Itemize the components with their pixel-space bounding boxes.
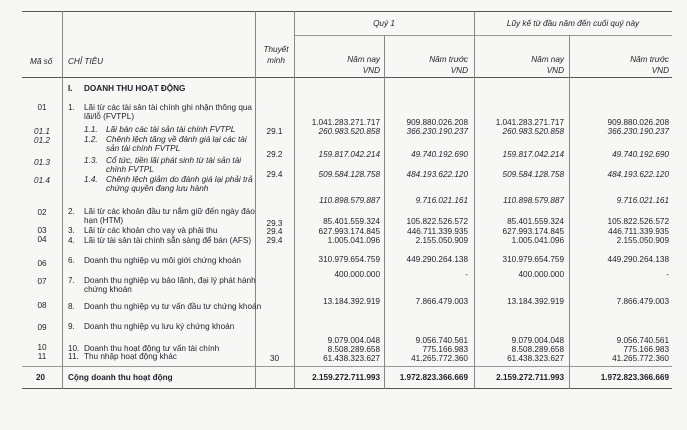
row-num: 1.3. bbox=[84, 156, 98, 165]
row-label: Chênh lệch tăng về đánh giá lại các tài sản tài chính FVTPL bbox=[106, 135, 247, 153]
row-label: Lãi từ các tài sản tài chính ghi nhận thông qua lãi/lỗ (FVTPL) bbox=[84, 103, 252, 121]
rule-quarter-header bbox=[294, 35, 672, 36]
row-label: Doanh thu nghiệp vụ môi giới chứng khoán bbox=[84, 256, 241, 265]
rule-header-bottom bbox=[22, 77, 672, 78]
row-q-now: 159.817.042.214 bbox=[318, 150, 380, 159]
row-num: 9. bbox=[68, 322, 75, 331]
row-num: 11. bbox=[68, 352, 79, 361]
row-note: 29.3 bbox=[266, 219, 283, 228]
row-c-prev: 909.880.026.208 bbox=[607, 118, 669, 127]
row-q-now: 85.401.559.324 bbox=[323, 217, 380, 226]
row-label: Chênh lệch giảm do đánh giá lại phải trả chứng quyền đang lưu hành bbox=[106, 175, 253, 193]
row-q-prev: 446.711.339.935 bbox=[407, 227, 468, 236]
header-luy-ke: Lũy kế từ đầu năm đến cuối quý này bbox=[506, 19, 640, 28]
row-c-now: 9.079.004.048 bbox=[511, 336, 564, 345]
row-note: 29.4 bbox=[266, 170, 283, 179]
row-code: 11 bbox=[37, 352, 47, 361]
header-q-prev: Năm trước bbox=[429, 55, 468, 64]
section-num: I. bbox=[68, 84, 73, 93]
row-label: Lãi bán các tài sản tài chính FVTPL bbox=[106, 125, 236, 134]
row-c-prev: 49.740.192.690 bbox=[612, 150, 669, 159]
row-q-prev: 775.166.983 bbox=[422, 345, 468, 354]
total-q-now: 2.159.272.711.993 bbox=[312, 373, 380, 382]
row-c-now: 159.817.042.214 bbox=[502, 150, 564, 159]
rule-top bbox=[22, 11, 672, 12]
row-c-now: 260.983.520.858 bbox=[502, 127, 564, 136]
row-code: 08 bbox=[37, 301, 47, 310]
row-c-prev: - bbox=[666, 270, 669, 279]
total-label: Cộng doanh thu hoạt động bbox=[68, 373, 173, 382]
header-q-prev-unit: VND bbox=[450, 66, 468, 75]
row-code: 01.3 bbox=[34, 158, 50, 167]
header-ma-so: Mã số bbox=[30, 57, 53, 66]
row-q-now: 110.898.579.887 bbox=[319, 196, 380, 205]
row-c-prev: 105.822.526.572 bbox=[607, 217, 669, 226]
row-code: 07 bbox=[37, 277, 47, 286]
row-code: 09 bbox=[37, 323, 47, 332]
row-label: Lãi từ các khoản đầu tư nắm giữ đến ngày đáo hạn (HTM) bbox=[84, 207, 255, 225]
row-num: 7. bbox=[68, 276, 75, 285]
row-c-now: 61.438.323.627 bbox=[507, 354, 564, 363]
row-q-prev: 7.866.479.003 bbox=[415, 297, 468, 306]
header-chi-tieu: CHỈ TIÊU bbox=[68, 57, 104, 66]
row-c-now: 85.401.559.324 bbox=[507, 217, 564, 226]
row-q-prev: 366.230.190.237 bbox=[406, 127, 468, 136]
row-q-prev: 909.880.026.208 bbox=[406, 118, 468, 127]
total-c-prev: 1.972.823.366.669 bbox=[600, 373, 669, 382]
row-c-prev: 775.166.983 bbox=[623, 345, 669, 354]
total-c-now: 2.159.272.711.993 bbox=[496, 373, 564, 382]
row-code: 02 bbox=[37, 208, 47, 217]
row-c-prev: 7.866.479.003 bbox=[616, 297, 669, 306]
row-c-now: 509.584.128.758 bbox=[502, 170, 564, 179]
section-title: DOANH THU HOẠT ĐỘNG bbox=[84, 84, 186, 93]
row-q-now: 13.184.392.919 bbox=[323, 297, 380, 306]
header-quy: Quý 1 bbox=[373, 19, 395, 28]
row-code: 01.1 bbox=[34, 127, 50, 136]
row-q-prev: 105.822.526.572 bbox=[406, 217, 468, 226]
row-q-now: 509.584.128.758 bbox=[318, 170, 380, 179]
col-divider-1 bbox=[62, 11, 63, 389]
row-q-prev: 49.740.192.690 bbox=[411, 150, 468, 159]
row-q-prev: 9.716.021.161 bbox=[415, 196, 468, 205]
row-c-prev: 446.711.339.935 bbox=[608, 227, 669, 236]
row-num: 1.1. bbox=[84, 125, 98, 134]
row-q-now: 1.041.283.271.717 bbox=[311, 118, 380, 127]
row-c-now: 627.993.174.845 bbox=[502, 227, 564, 236]
row-code: 10 bbox=[37, 343, 47, 352]
row-q-prev: 9.056.740.561 bbox=[415, 336, 468, 345]
row-c-prev: 2.155.050.909 bbox=[616, 236, 669, 245]
row-num: 10. bbox=[68, 344, 80, 353]
row-c-prev: 484.193.622.120 bbox=[607, 170, 669, 179]
total-code: 20 bbox=[36, 373, 46, 382]
row-q-now: 61.438.323.627 bbox=[323, 354, 380, 363]
row-num: 1. bbox=[68, 103, 75, 112]
row-note: 29.2 bbox=[266, 150, 283, 159]
row-c-now: 1.005.041.096 bbox=[511, 236, 564, 245]
rule-total-top bbox=[22, 366, 672, 367]
rule-total-bottom bbox=[22, 388, 672, 389]
row-code: 03 bbox=[37, 226, 47, 235]
header-c-now: Năm nay bbox=[531, 55, 564, 64]
row-num: 4. bbox=[68, 236, 75, 245]
row-num: 2. bbox=[68, 207, 75, 216]
col-divider-2 bbox=[255, 11, 256, 389]
row-num: 1.4. bbox=[84, 175, 98, 184]
row-label: Thu nhập hoạt động khác bbox=[84, 352, 177, 361]
row-num: 8. bbox=[68, 302, 75, 311]
header-c-now-unit: VND bbox=[546, 66, 564, 75]
total-q-prev: 1.972.823.366.669 bbox=[399, 373, 468, 382]
row-num: 6. bbox=[68, 256, 75, 265]
row-note: 29.4 bbox=[266, 236, 283, 245]
row-code: 06 bbox=[37, 259, 47, 268]
row-c-prev: 9.056.740.561 bbox=[616, 336, 669, 345]
header-c-prev: Năm trước bbox=[630, 55, 669, 64]
row-c-now: 1.041.283.271.717 bbox=[495, 118, 564, 127]
row-code: 01 bbox=[37, 103, 47, 112]
row-q-now: 9.079.004.048 bbox=[327, 336, 380, 345]
row-num: 3. bbox=[68, 226, 75, 235]
row-label: Lãi từ tài sản tài chính sẵn sàng để bán (AFS) bbox=[84, 236, 252, 245]
row-label: Doanh thu nghiệp vụ tư vấn đầu tư chứng khoán bbox=[84, 302, 262, 311]
row-c-now: 310.979.654.759 bbox=[502, 255, 564, 264]
row-q-prev: 41.265.772.360 bbox=[411, 354, 468, 363]
row-note: 29.4 bbox=[266, 227, 283, 236]
header-thuyet-minh: Thuyết minh bbox=[263, 45, 289, 65]
row-label: Cổ tức, tiền lãi phát sinh từ tài sản tài chính FVTPL bbox=[106, 156, 242, 174]
row-label: Lãi từ các khoản cho vay và phải thu bbox=[84, 226, 218, 235]
row-q-now: 400.000.000 bbox=[334, 270, 380, 279]
header-q-now: Năm nay bbox=[347, 55, 380, 64]
row-label: Doanh thu nghiệp vụ lưu ký chứng khoán bbox=[84, 322, 235, 331]
row-c-prev: 41.265.772.360 bbox=[612, 354, 669, 363]
row-c-prev: 366.230.190.237 bbox=[607, 127, 669, 136]
row-code: 01.4 bbox=[34, 176, 50, 185]
header-q-now-unit: VND bbox=[362, 66, 380, 75]
row-q-prev: - bbox=[465, 270, 468, 279]
row-label: Doanh thu hoạt động tư vấn tài chính bbox=[84, 344, 220, 353]
row-c-prev: 9.716.021.161 bbox=[616, 196, 669, 205]
row-q-now: 260.983.520.858 bbox=[318, 127, 380, 136]
row-q-prev: 2.155.050.909 bbox=[415, 236, 468, 245]
row-note: 29.1 bbox=[266, 127, 283, 136]
row-c-now: 8.508.289.658 bbox=[511, 345, 564, 354]
header-c-prev-unit: VND bbox=[651, 66, 669, 75]
row-q-now: 627.993.174.845 bbox=[318, 227, 380, 236]
row-q-now: 1.005.041.096 bbox=[327, 236, 380, 245]
row-c-prev: 449.290.264.138 bbox=[607, 255, 669, 264]
row-c-now: 13.184.392.919 bbox=[507, 297, 564, 306]
row-q-prev: 449.290.264.138 bbox=[406, 255, 468, 264]
row-q-prev: 484.193.622.120 bbox=[406, 170, 468, 179]
row-c-now: 110.898.579.887 bbox=[503, 196, 564, 205]
row-num: 1.2. bbox=[84, 135, 98, 144]
row-note: 30 bbox=[269, 354, 280, 363]
row-c-now: 400.000.000 bbox=[518, 270, 564, 279]
row-label: Doanh thu nghiệp vụ bảo lãnh, đại lý phát hành chứng khoán bbox=[84, 276, 256, 294]
row-code: 01.2 bbox=[34, 136, 50, 145]
row-q-now: 8.508.289.658 bbox=[327, 345, 380, 354]
row-q-now: 310.979.654.759 bbox=[318, 255, 380, 264]
row-code: 04 bbox=[37, 235, 47, 244]
